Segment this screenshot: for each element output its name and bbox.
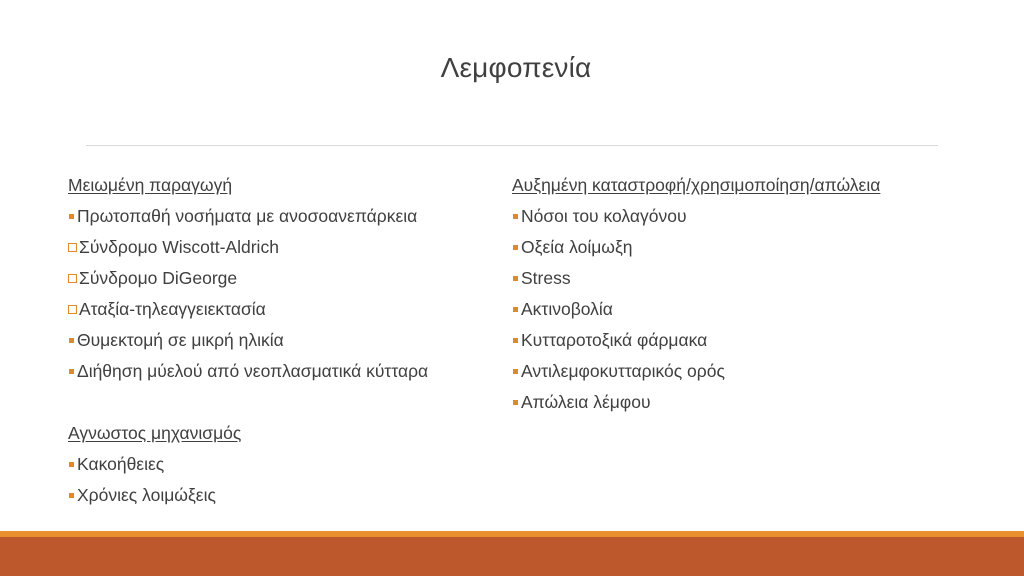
list-item-text: Ακτινοβολία <box>521 299 613 319</box>
list-item <box>512 263 952 294</box>
list-item <box>68 294 488 325</box>
list-item-text: Αταξία-τηλεαγγειεκτασία <box>79 299 266 319</box>
square-bullet-icon <box>513 400 518 405</box>
list-item <box>512 201 952 232</box>
list-item-text: Πρωτοπαθή νοσήματα με ανοσοανεπάρκεια <box>77 206 418 226</box>
list-item-text: Οξεία λοίμωξη <box>521 237 633 257</box>
slide-title: Λεμφοπενία <box>440 52 592 83</box>
square-bullet-icon <box>513 245 518 250</box>
list-item <box>68 356 488 387</box>
square-bullet-icon <box>513 307 518 312</box>
square-bullet-icon <box>513 276 518 281</box>
square-bullet-icon <box>69 462 74 467</box>
right-column <box>512 170 952 418</box>
list-item-text: Stress <box>521 268 571 288</box>
list-item <box>68 449 488 480</box>
left-column <box>68 170 488 511</box>
list-item-text: Κυτταροτοξικά φάρμακα <box>521 330 708 350</box>
list-item-text: Απώλεια λέμφου <box>521 392 651 412</box>
list-item-text: Θυμεκτομή σε μικρή ηλικία <box>77 330 284 350</box>
list-item-text: Αντιλεμφοκυτταρικός ορός <box>521 361 725 381</box>
title-divider <box>86 145 938 146</box>
list-item <box>68 263 488 294</box>
checkbox-bullet-icon <box>68 243 77 252</box>
list-item <box>68 325 488 356</box>
left-heading-unknown-mechanism: Αγνωστος μηχανισμός <box>68 423 242 443</box>
list-item <box>68 480 488 511</box>
list-item <box>512 325 952 356</box>
square-bullet-icon <box>69 369 74 374</box>
list-item-text: Κακοήθειες <box>77 454 165 474</box>
list-item <box>68 201 488 232</box>
list-item-text: Διήθηση μύελού από νεοπλασματικά κύτταρα <box>77 361 429 381</box>
square-bullet-icon <box>69 214 74 219</box>
spacer <box>68 387 488 418</box>
list-item <box>512 294 952 325</box>
list-item <box>512 232 952 263</box>
right-heading-increased-destruction: Αυξημένη καταστροφή/χρησιμοποίηση/απώλεια <box>512 175 881 195</box>
checkbox-bullet-icon <box>68 274 77 283</box>
square-bullet-icon <box>513 214 518 219</box>
square-bullet-icon <box>513 369 518 374</box>
list-item-text: Σύνδρομο Wiscott-Aldrich <box>79 237 279 257</box>
list-item <box>68 232 488 263</box>
footer-bar <box>0 537 1024 576</box>
list-item-text: Χρόνιες λοιμώξεις <box>77 485 216 505</box>
square-bullet-icon <box>69 338 74 343</box>
square-bullet-icon <box>513 338 518 343</box>
list-item <box>512 387 952 418</box>
checkbox-bullet-icon <box>68 305 77 314</box>
square-bullet-icon <box>69 493 74 498</box>
list-item-text: Νόσοι του κολαγόνου <box>521 206 687 226</box>
list-item <box>512 356 952 387</box>
left-heading-reduced-production: Μειωμένη παραγωγή <box>68 175 233 195</box>
list-item-text: Σύνδρομο DiGeorge <box>79 268 238 288</box>
